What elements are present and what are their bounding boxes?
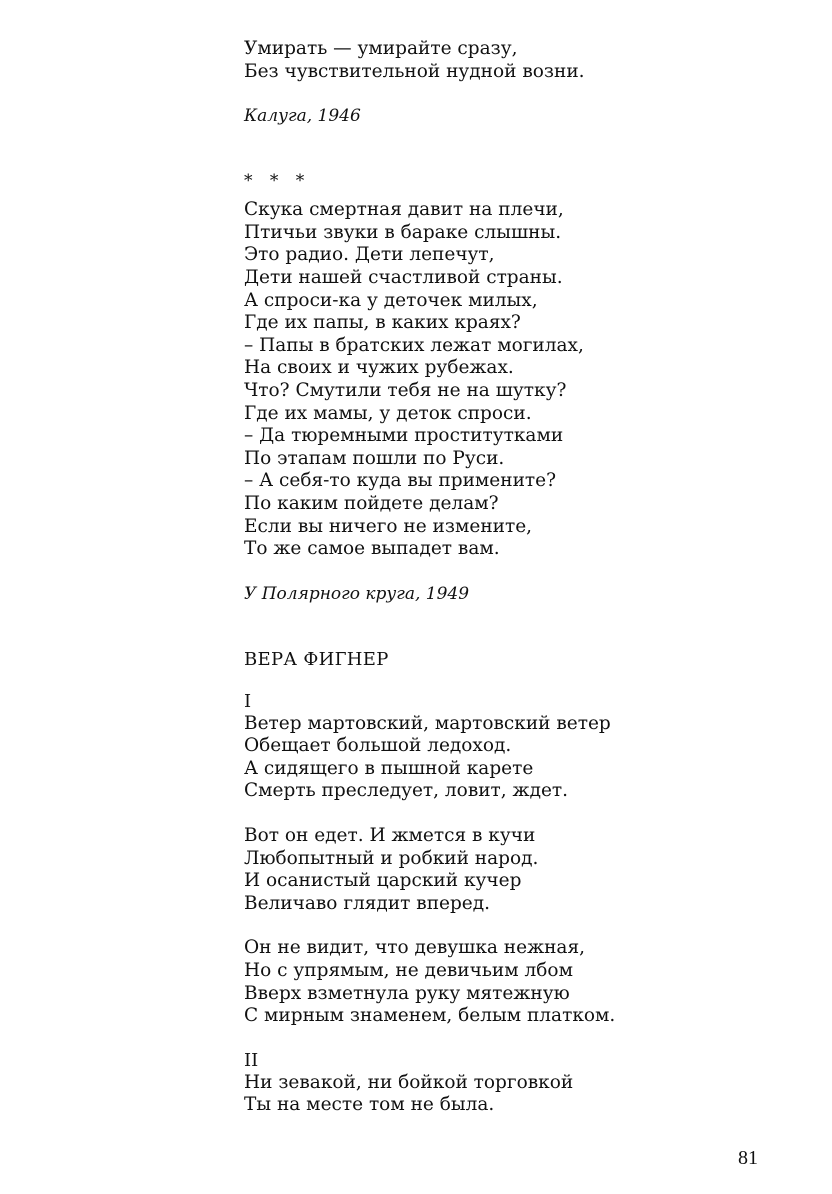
verse-line: Ты на месте том не была. (244, 1094, 495, 1116)
place-date: У Полярного круга, 1949 (244, 583, 470, 604)
place-date: Калуга, 1946 (244, 106, 361, 127)
verse-line: Без чувствительной нудной возни. (244, 60, 585, 82)
verse-line: Скука смертная давит на плечи, (244, 199, 564, 221)
verse-line: Где их мамы, у деток спроси. (244, 402, 532, 424)
verse-line: Любопытный и робкий народ. (244, 847, 539, 869)
verse-line: Это радио. Дети лепечут, (244, 244, 495, 266)
poem-stanza (244, 713, 804, 803)
verse-line: – Папы в братских лежат могилах, (244, 334, 584, 356)
verse-line: Ни зевакой, ни бойкой торговкой (244, 1071, 574, 1093)
poem-stanza (244, 199, 804, 561)
part-numeral: I (244, 690, 252, 712)
poem-ending-stanza (244, 38, 804, 83)
asterism-separator: * * * (244, 171, 311, 192)
part-numeral: II (244, 1049, 259, 1071)
verse-line: – Да тюремными проститутками (244, 425, 564, 447)
verse-line: И осанистый царский кучер (244, 870, 522, 892)
verse-line: По каким пойдете делам? (244, 492, 499, 514)
verse-line: Где их папы, в каких краях? (244, 312, 521, 334)
verse-line: Он не видит, что девушка нежная, (244, 937, 586, 959)
verse-line: – А себя-то куда вы примените? (244, 470, 557, 492)
poem-stanza (244, 1072, 804, 1117)
verse-line: Если вы ничего не измените, (244, 515, 533, 537)
verse-line: На своих и чужих рубежах. (244, 357, 514, 379)
verse-line: Птичьи звуки в бараке слышны. (244, 221, 562, 243)
verse-line: Смерть преследует, ловит, ждет. (244, 780, 569, 802)
page-number: 81 (738, 1147, 758, 1169)
verse-line: Ветер мартовский, мартовский ветер (244, 712, 611, 734)
verse-line: А спроси-ка у деточек милых, (244, 289, 538, 311)
poem-title: ВЕРА ФИГНЕР (244, 648, 389, 670)
verse-line: Что? Смутили тебя не на шутку? (244, 379, 567, 401)
verse-line: А сидящего в пышной карете (244, 757, 534, 779)
verse-line: Умирать — умирайте сразу, (244, 38, 518, 59)
poem-stanza (244, 825, 804, 915)
verse-line: Вот он едет. И жмется в кучи (244, 825, 536, 847)
verse-line: Вверх взметнула руку мятежную (244, 982, 570, 1004)
verse-line: Но с упрямым, не девичьим лбом (244, 960, 573, 982)
verse-line: С мирным знаменем, белым платком. (244, 1005, 616, 1027)
poem-stanza (244, 937, 804, 1027)
verse-line: Обещает большой ледоход. (244, 735, 512, 757)
page-content (244, 38, 804, 1117)
verse-line: Дети нашей счастливой страны. (244, 266, 563, 288)
verse-line: Величаво глядит вперед. (244, 892, 491, 914)
verse-line: По этапам пошли по Руси. (244, 447, 505, 469)
verse-line: То же самое выпадет вам. (244, 538, 500, 560)
